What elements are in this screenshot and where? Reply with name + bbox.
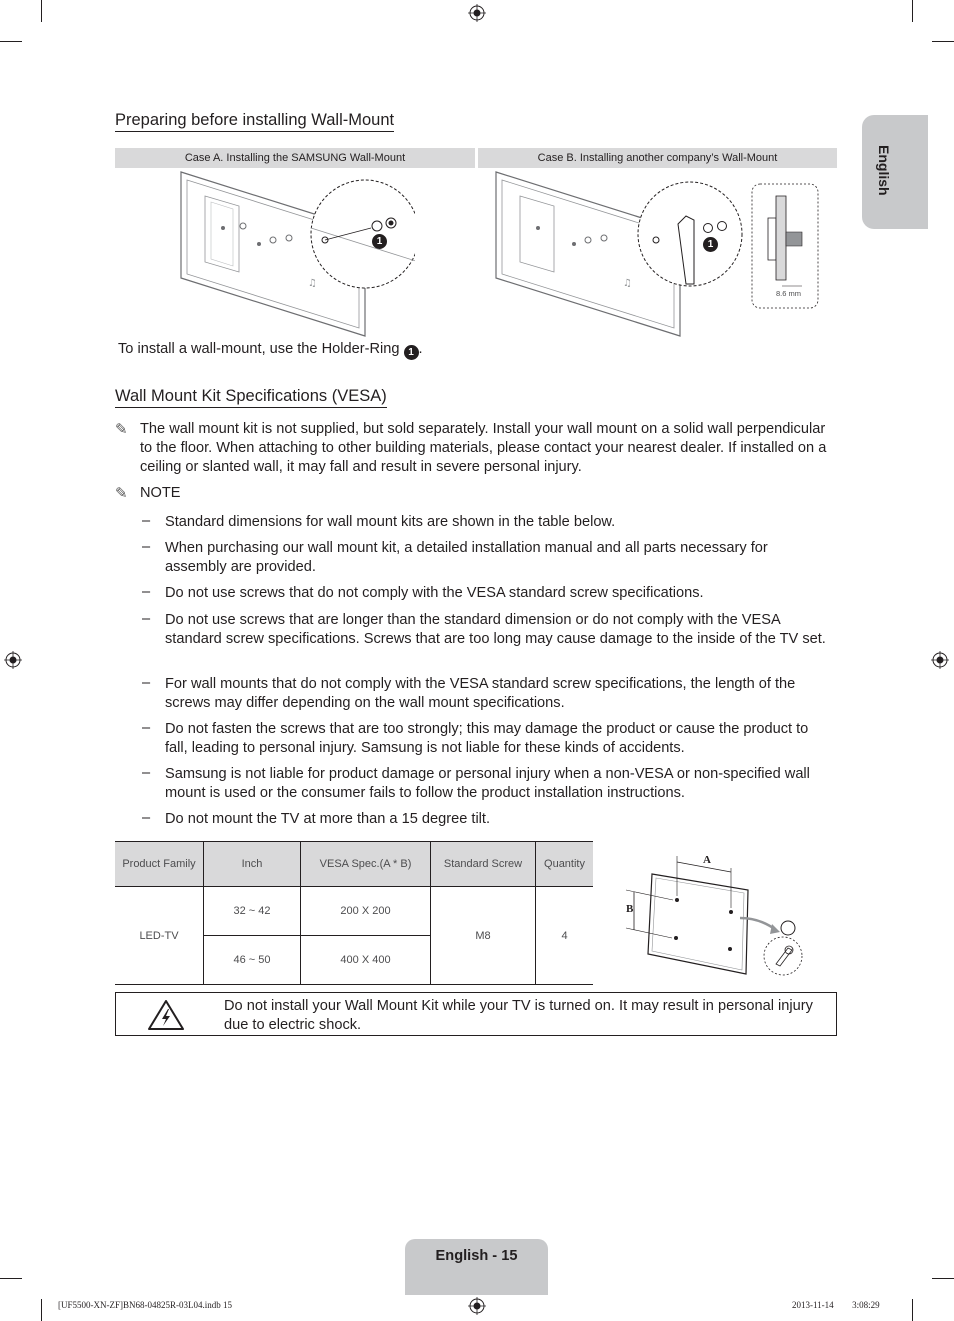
registration-mark-icon [4,651,22,669]
registration-mark-icon [468,4,486,22]
note-pencil-icon: ✎ [115,421,128,438]
cell-vesa: 400 X 400 [301,936,431,985]
note-item: Do not fasten the screws that are too strongly; this may damage the product or cause the product to fall, leading to personal injury. Samsung is not liable for these kinds of accidents. [165,721,809,756]
electric-shock-warning-icon [147,999,185,1031]
section-title-preparing: Preparing before installing Wall-Mount [115,111,394,132]
case-b-illustration [490,168,822,340]
cell-quantity: 4 [536,887,594,985]
header-standard-screw: Standard Screw [431,842,536,887]
warning-text: Do not install your Wall Mount Kit while your TV is turned on. It may result in personal injury due to electric shock. [224,998,813,1033]
dash-bullet: – [142,611,151,627]
install-note [118,341,423,360]
case-a-header: Case A. Installing the SAMSUNG Wall-Mount [115,148,475,168]
cell-vesa: 200 X 200 [301,887,431,936]
svg-text:♫: ♫ [308,278,317,289]
crop-mark [41,1299,42,1321]
crop-mark [0,1278,22,1279]
dimension-label-a: A [703,854,711,866]
note-item: Samsung is not liable for product damage or personal injury when a non-VESA or non-specified wall mount is used or the consumer fails to follow the product installation instructions. [165,766,810,801]
note-item: For wall mounts that do not comply with the VESA standard screw specifications, the length of the screws may differ depending on the wall mount specifications. [165,676,796,711]
callout-1-badge: 1 [703,237,718,252]
header-inch: Inch [204,842,301,887]
table-header-row [115,842,593,887]
dash-bullet: – [142,513,151,529]
header-product-family: Product Family [115,842,204,887]
cell-product-family: LED-TV [115,887,204,985]
note-item: Standard dimensions for wall mount kits are shown in the table below. [165,514,616,530]
dash-bullet: – [142,810,151,826]
dash-bullet: – [142,539,151,555]
cell-screw: M8 [431,887,536,985]
dash-bullet: – [142,720,151,736]
note-item: Do not mount the TV at more than a 15 degree tilt. [165,811,491,827]
section-title-vesa: Wall Mount Kit Specifications (VESA) [115,387,387,408]
svg-text:♫: ♫ [623,278,632,289]
cell-inch: 46 ~ 50 [204,936,301,985]
case-a-illustration [175,168,415,340]
note-item: When purchasing our wall mount kit, a detailed installation manual and all parts necessary for assembly are provided. [165,540,768,575]
crop-mark [912,1299,913,1321]
callout-1-badge: 1 [372,234,387,249]
footer-timestamp: 2013-11-14 ￿￿ 3:08:29 [792,1300,880,1310]
install-note-text: To install a wall-mount, use the Holder-Ring [118,341,400,357]
warning-box [115,992,837,1036]
registration-mark-icon [468,1297,486,1315]
note-pencil-icon: ✎ [115,485,128,502]
vesa-spec-table [115,841,593,985]
header-quantity: Quantity [536,842,594,887]
dimension-label-b: B [626,903,634,915]
crop-mark [0,41,22,42]
page-number-tab: English - 15 [405,1239,548,1295]
install-note-end: . [418,341,423,357]
header-vesa-spec: VESA Spec.(A * B) [301,842,431,887]
cell-inch: 32 ~ 42 [204,887,301,936]
screw-length-label: 8.6 mm [776,289,802,298]
language-side-tab [862,115,928,229]
crop-mark [932,41,954,42]
note-heading: NOTE [140,485,181,501]
case-b-header: Case B. Installing another company’s Wall-Mount [478,148,837,168]
note-item: Do not use screws that are longer than the standard dimension or do not comply with the VESA standard screw specifications. Screws that are too long may cause damage to the inside of the TV set. [165,612,826,647]
vesa-dimension-diagram [620,850,820,980]
registration-mark-icon [931,651,949,669]
dash-bullet: – [142,584,151,600]
note-item: Do not use screws that do not comply with the VESA standard screw specifications. [165,585,704,601]
footer-file-info: [UF5500-XN-ZF]BN68-04825R-03L04.indb 15 [58,1300,232,1310]
crop-mark [912,0,913,22]
dash-bullet: – [142,765,151,781]
table-row [115,887,593,936]
intro-paragraph: The wall mount kit is not supplied, but sold separately. Install your wall mount on a solid wall perpendicular to the floor. When attaching to other building materials, please contact your nearest dealer. If installed on a ceiling or slanted wall, it may fall and result in severe personal injury. [140,421,827,475]
language-side-tab-label: English [876,145,892,196]
dash-bullet: – [142,675,151,691]
callout-1-badge: 1 [404,345,419,360]
crop-mark [932,1278,954,1279]
crop-mark [41,0,42,22]
